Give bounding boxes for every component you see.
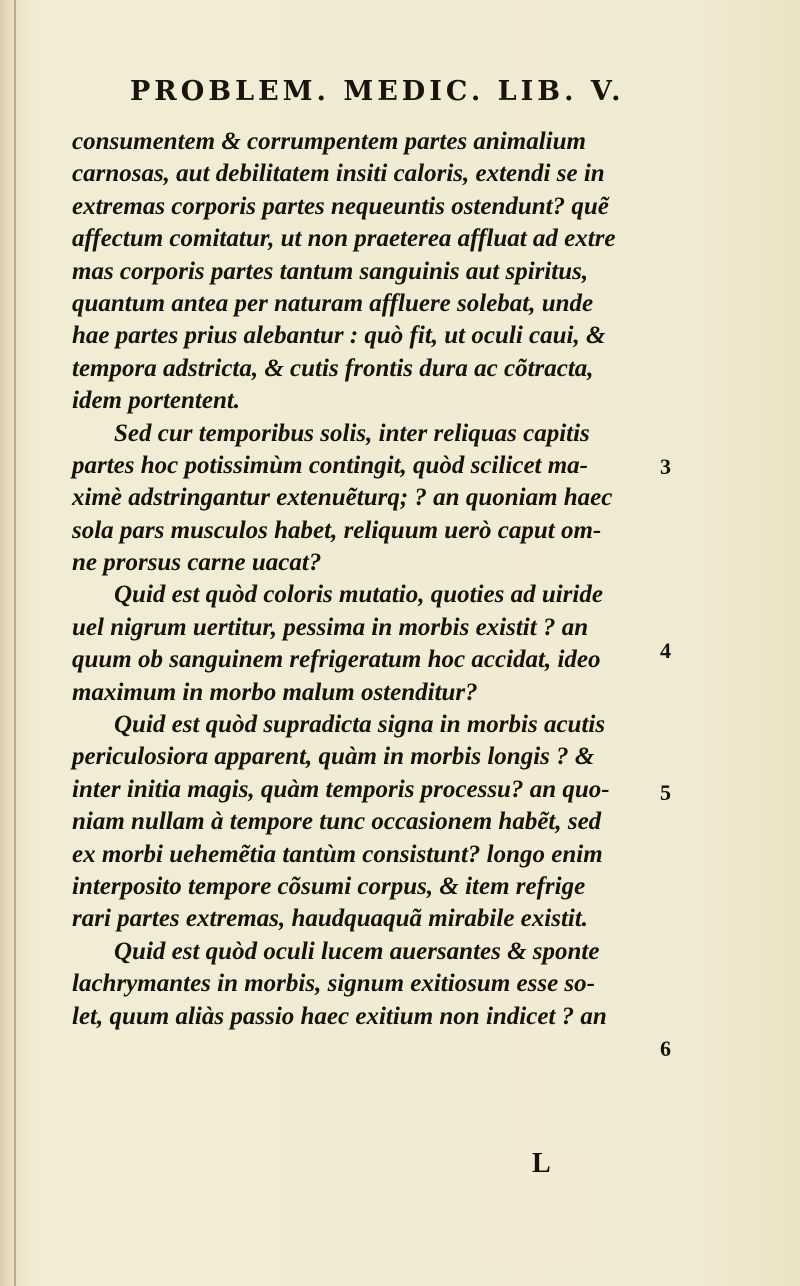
text-line: uel nigrum uertitur, pessima in morbis existit ? an [72,613,589,641]
text-line: Quid est quòd coloris mutatio, quoties ad uiride [114,581,603,609]
signature-mark: L [532,1148,551,1179]
text-line: mas corporis partes tantum sanguinis aut spiritus, [72,257,589,285]
text-line: ne prorsus carne uacat? [72,549,322,577]
text-line: let, quum aliàs passio haec exitium non indicet ? an [72,1002,607,1030]
text-line: extremas corporis partes nequeuntis ostendunt? quẽ [72,192,609,220]
text-line: lachrymantes in morbis, signum exitiosum esse so- [72,970,595,998]
gutter-edge [14,0,16,1286]
text-line: periculosiora apparent, quàm in morbis longis ? & [72,743,595,771]
margin-number: 5 [660,780,671,805]
text-line: sola pars musculos habet, reliquum uerò caput om- [72,516,602,544]
margin-number: 6 [660,1036,671,1061]
text-line: idem portentent. [72,387,241,415]
text-line: carnosas, aut debilitatem insiti caloris, extendi se in [72,160,605,188]
text-line: rari partes extremas, haudquaquã mirabile existit. [72,905,589,933]
text-line: niam nullam à tempore tunc occasionem habẽt, sed [72,808,602,836]
text-line: ximè adstringantur extenuẽturq; ? an quoniam haec [72,484,613,512]
running-header: PROBLEM. MEDIC. LIB. V. [130,76,625,107]
text-line: interposito tempore cõsumi corpus, & item refrige [72,872,586,900]
text-line: Sed cur temporibus solis, inter reliquas capitis [114,419,590,447]
text-line: affectum comitatur, ut non praeterea affluat ad extre [72,225,616,253]
text-line: partes hoc potissimùm contingit, quòd scilicet ma- [72,451,589,479]
margin-number: 3 [660,454,671,479]
text-block [72,126,652,1033]
text-line: quantum antea per naturam affluere solebat, unde [72,289,594,317]
text-line: quum ob sanguinem refrigeratum hoc accidat, ideo [72,646,601,674]
text-line: Quid est quòd supradicta signa in morbis acutis [114,711,606,739]
text-line: consumentem & corrumpentem partes animalium [72,128,586,155]
text-line: inter initia magis, quàm temporis processu? an quo- [72,775,610,803]
text-line: Quid est quòd oculi lucem auersantes & sponte [114,937,600,965]
text-line: hae partes prius alebantur : quò fit, ut oculi caui, & [72,322,606,350]
text-line: tempora adstricta, & cutis frontis dura ac cõtracta, [72,354,594,382]
text-line: ex morbi uehemẽtia tantùm consistunt? longo enim [72,840,603,868]
margin-number: 4 [660,638,671,663]
text-line: maximum in morbo malum ostenditur? [72,678,478,706]
